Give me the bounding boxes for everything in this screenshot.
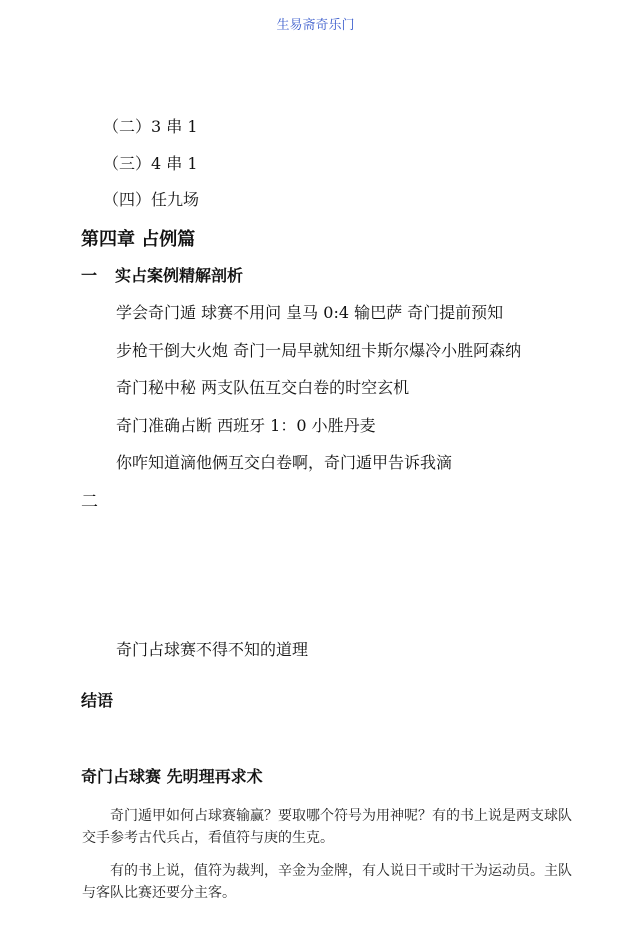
toc-entry-pick-nine: （四）任九场 <box>103 190 200 209</box>
case-item-1: 学会奇门遁 球赛不用问 皇马 0:4 输巴萨 奇门提前预知 <box>116 303 504 322</box>
conclusion-heading: 结语 <box>81 691 114 710</box>
article-title: 奇门占球赛 先明理再求术 <box>81 767 263 786</box>
toc-entry-4-in-1: （三）4 串 1 <box>103 154 198 173</box>
section-two-number: 二 <box>81 492 98 512</box>
toc-entry-3-in-1: （二）3 串 1 <box>103 117 198 136</box>
page-header-title: 生易斋奇乐门 <box>276 18 355 33</box>
article-paragraph-2: 有的书上说，值符为裁判，辛金为金牌，有人说日干或时干为运动员。主队与客队比赛还要分主客。 <box>82 863 572 901</box>
article-paragraph-1: 奇门遁甲如何占球赛输赢？要取哪个符号为用神呢？有的书上说是两支球队交手参考古代兵占，看值符与庚的生克。 <box>82 808 572 846</box>
section-two-item: 奇门占球赛不得不知的道理 <box>116 640 309 659</box>
section-one-number: 一 <box>81 266 98 285</box>
section-one-title: 实占案例精解剖析 <box>115 266 244 285</box>
chapter-heading: 第四章 占例篇 <box>81 229 196 250</box>
case-item-3: 奇门秘中秘 两支队伍互交白卷的时空玄机 <box>116 378 410 397</box>
case-item-2: 步枪干倒大火炮 奇门一局早就知纽卡斯尔爆冷小胜阿森纳 <box>116 341 522 360</box>
case-item-4: 奇门准确占断 西班牙 1：0 小胜丹麦 <box>116 416 376 435</box>
case-item-5: 你咋知道滴他俩互交白卷啊，奇门遁甲告诉我滴 <box>116 453 453 472</box>
section-one-heading <box>81 263 243 286</box>
